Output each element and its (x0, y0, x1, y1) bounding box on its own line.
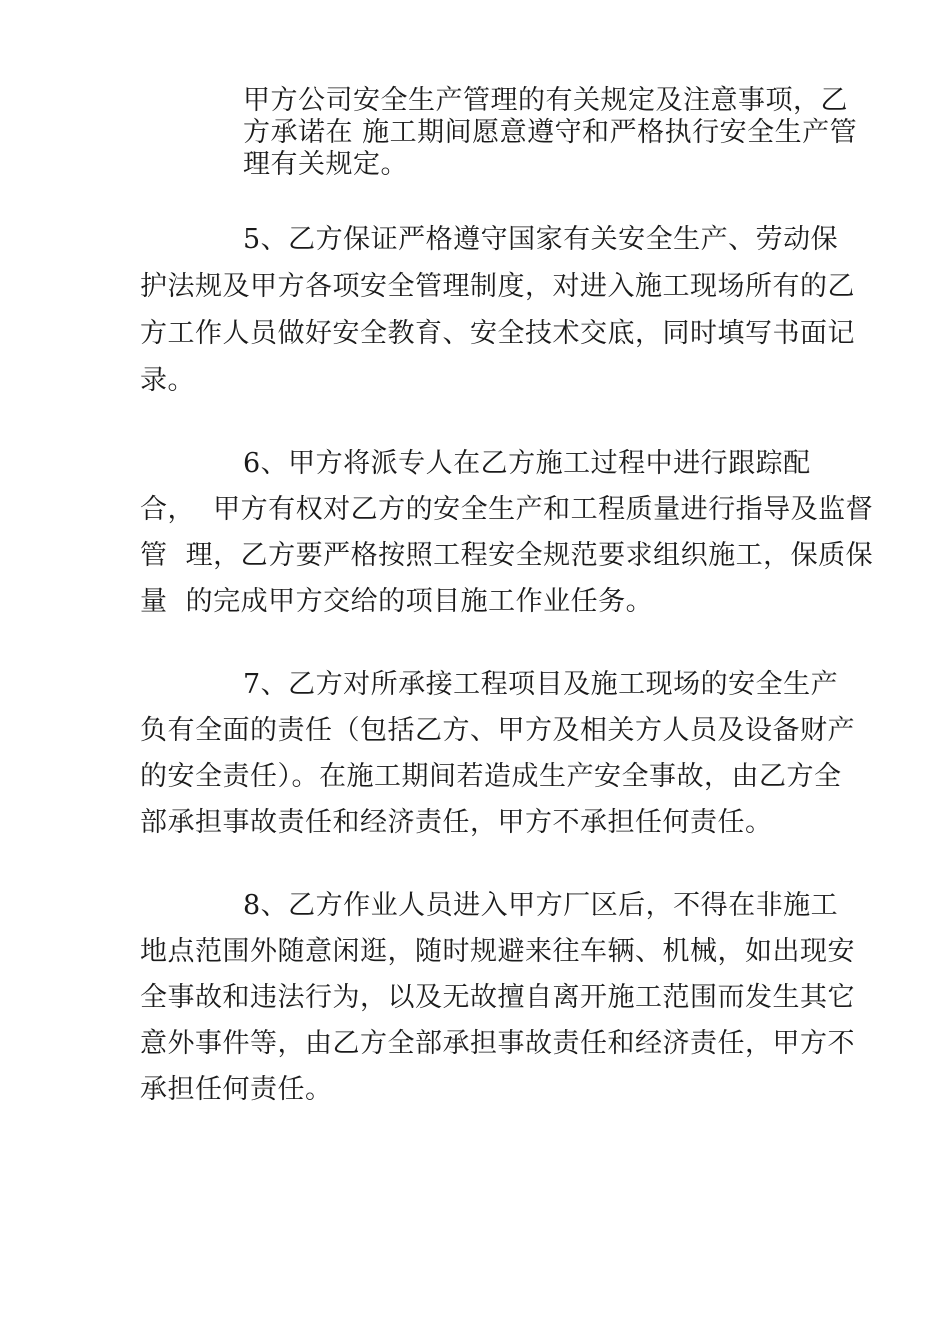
clause-5-line-2: 护法规及甲方各项安全管理制度，对进入施工现场所有的乙 (140, 271, 855, 302)
clause-4-line-3: 理有关规定。 (243, 149, 408, 180)
clause-7-line-2: 负有全面的责任（包括乙方、甲方及相关方人员及设备财产 (140, 715, 855, 746)
clause-8-line-4: 意外事件等，由乙方全部承担事故责任和经济责任，甲方不 (140, 1028, 855, 1059)
clause-5-line-4: 录。 (140, 365, 195, 396)
clause-8-line-3: 全事故和违法行为，以及无故擅自离开施工范围而发生其它 (140, 982, 855, 1013)
clause-8-line-5: 承担任何责任。 (140, 1074, 333, 1105)
clause-8-line-1: 8、乙方作业人员进入甲方厂区后，不得在非施工 (243, 890, 839, 921)
clause-5-line-1: 5、乙方保证严格遵守国家有关安全生产、劳动保 (243, 224, 839, 255)
clause-8-line-2: 地点范围外随意闲逛，随时规避来往车辆、机械，如出现安 (140, 936, 855, 967)
clause-7-line-3: 的安全责任）。在施工期间若造成生产安全事故，由乙方全 (140, 761, 842, 792)
clause-6-line-3: 管 理，乙方要严格按照工程安全规范要求组织施工，保质保 (140, 540, 874, 571)
clause-5-line-3: 方工作人员做好安全教育、安全技术交底，同时填写书面记 (140, 318, 855, 349)
clause-6-line-1: 6、甲方将派专人在乙方施工过程中进行跟踪配 (243, 448, 811, 479)
clause-4-line-2: 方承诺在 施工期间愿意遵守和严格执行安全生产管 (243, 117, 858, 148)
clause-6-line-4: 量 的完成甲方交给的项目施工作业任务。 (140, 586, 654, 617)
clause-7-line-4: 部承担事故责任和经济责任，甲方不承担任何责任。 (140, 807, 773, 838)
clause-7-line-1: 7、乙方对所承接工程项目及施工现场的安全生产 (243, 669, 839, 700)
clause-4-line-1: 甲方公司安全生产管理的有关规定及注意事项，乙 (243, 85, 848, 116)
clause-6-line-2: 合， 甲方有权对乙方的安全生产和工程质量进行指导及监督 (140, 494, 874, 525)
